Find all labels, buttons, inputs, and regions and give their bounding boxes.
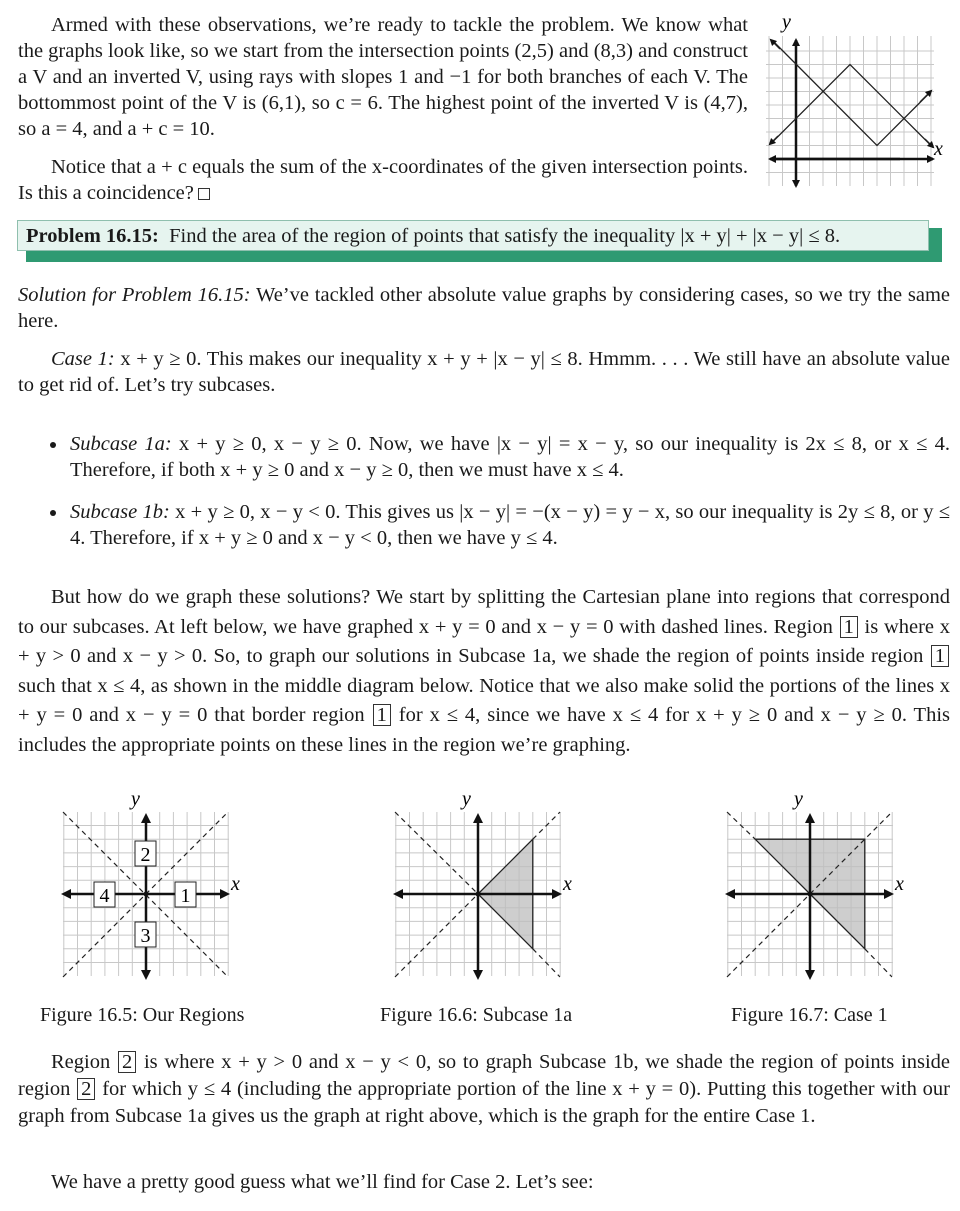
graphing-text-1: But how do we graph these solutions? We start by splitting the Cartesian plane into regions that correspond to our subcases. At left below, we have graphed x + y = 0 and x − y = 0 with dashed lines. Region xyxy=(18,586,950,638)
subcase-1a-text: x + y ≥ 0, x − y ≥ 0. Now, we have |x − y| = x − y, so our inequality is 2x ≤ 8, or x ≤ 4. Therefore, if both x + y ≥ 0 and x − y ≥ 0, then we must have x ≤ 4. xyxy=(70,433,950,481)
problem-statement xyxy=(17,220,929,251)
region-label-3: 3 xyxy=(140,925,151,947)
solution-text: We’ve tackled other absolute value graphs by considering cases, so we try the same here. xyxy=(18,284,950,332)
problem-label: Problem 16.15: xyxy=(26,225,159,247)
closing-paragraph: We have a pretty good guess what we’ll find for Case 2. Let’s see: xyxy=(51,1171,594,1193)
region2-text-2: is where x + y > 0 and x − y < 0, so to graph Subcase 1b, we shade the region of points inside region xyxy=(18,1051,950,1100)
y-axis-label: y xyxy=(794,788,803,810)
subcase-1a-label: Subcase 1a: xyxy=(70,433,172,455)
subcase-1b-text: x + y ≥ 0, x − y < 0. This gives us |x − y| = −(x − y) = y − x, so our inequality is 2y ≤ 8, or y ≤ 4. Therefore, if x + y ≥ 0 and x − y < 0, then we have y ≤ 4. xyxy=(70,501,951,549)
x-axis-label: x xyxy=(563,873,572,895)
region-2-box: 2 xyxy=(77,1078,95,1100)
subcase-1b-label: Subcase 1b: xyxy=(70,501,170,523)
x-axis-label: x xyxy=(231,873,240,895)
case1-text: x + y ≥ 0. This makes our inequality x + y + |x − y| ≤ 8. Hmmm. . . . We still have an absolute value to get rid of. Let’s try subcases. xyxy=(18,348,951,396)
graphing-paragraph xyxy=(18,583,950,760)
y-axis-label: y xyxy=(462,788,471,810)
case1-paragraph xyxy=(18,346,950,398)
figure-16-5-regions xyxy=(40,785,270,990)
graphing-text-3: such that x ≤ 4, as shown in the middle diagram below. Notice that we also make solid the portions of the lines x + y = 0 and x − y = 0 that border region xyxy=(18,674,950,726)
case1-label: Case 1: xyxy=(51,348,115,370)
figure-16-6-subcase-1a xyxy=(380,785,590,990)
intro-paragraph-2-text: Notice that a + c equals the sum of the x-coordinates of the given intersection points. Is this a coincidence? xyxy=(18,156,748,204)
region-2-box: 2 xyxy=(118,1051,136,1073)
figure-16-5-caption: Figure 16.5: Our Regions xyxy=(40,1004,245,1026)
region-1-box: 1 xyxy=(840,616,858,638)
graphing-text-4: for x ≤ 4, since we have x ≤ 4 for x + y ≥ 0 and x − y ≥ 0. This includes the appropriate points on these lines in the region we’re graphing. xyxy=(18,704,950,756)
y-axis-label: y xyxy=(782,11,791,33)
x-axis-label: x xyxy=(934,138,943,160)
region-label-2: 2 xyxy=(140,844,151,866)
solution-label: Solution for Problem 16.15: xyxy=(18,284,251,306)
subcase-list xyxy=(50,431,950,551)
region2-paragraph xyxy=(18,1049,950,1130)
x-axis-label: x xyxy=(895,873,904,895)
subcase-1b xyxy=(50,499,950,551)
v-graph-figure xyxy=(760,0,960,200)
figure-16-7-caption: Figure 16.7: Case 1 xyxy=(731,1004,888,1026)
subcase-1a xyxy=(50,431,950,483)
problem-text: Find the area of the region of points that satisfy the inequality |x + y| + |x − y| ≤ 8. xyxy=(169,225,841,247)
region-1-box: 1 xyxy=(931,645,949,667)
intro-paragraph-2 xyxy=(18,154,748,206)
figure-16-6-caption: Figure 16.6: Subcase 1a xyxy=(380,1004,573,1026)
region-label-1: 1 xyxy=(180,885,191,907)
region-1-box: 1 xyxy=(373,704,391,726)
intro-paragraph-1: Armed with these observations, we’re ready to tackle the problem. We know what the graphs look like, so we start from the intersection points (2,5) and (8,3) and construct a V and an inverted V, using rays with slopes 1 and −1 for both branches of each V. The bottommost point of the V is (6,1), so c = 6. The highest point of the inverted V is (4,7), so a = 4, and a + c = 10. xyxy=(18,14,748,140)
solution-intro xyxy=(18,282,950,334)
problem-box xyxy=(17,220,942,262)
graphing-text-2: is where x + y > 0 and x − y > 0. So, to graph our solutions in Subcase 1a, we shade the region of points inside region xyxy=(18,615,951,667)
y-axis-label: y xyxy=(131,788,140,810)
region-label-4: 4 xyxy=(99,885,110,907)
qed-square-icon xyxy=(198,188,210,200)
figure-16-7-case-1 xyxy=(710,785,920,990)
region2-text-1: Region xyxy=(51,1051,111,1073)
region2-text-3: for which y ≤ 4 (including the appropriate portion of the line x + y = 0). Putting this together with our graph from Subcase 1a gives us the graph at right above, which is the graph for the entire Case 1. xyxy=(18,1078,950,1127)
